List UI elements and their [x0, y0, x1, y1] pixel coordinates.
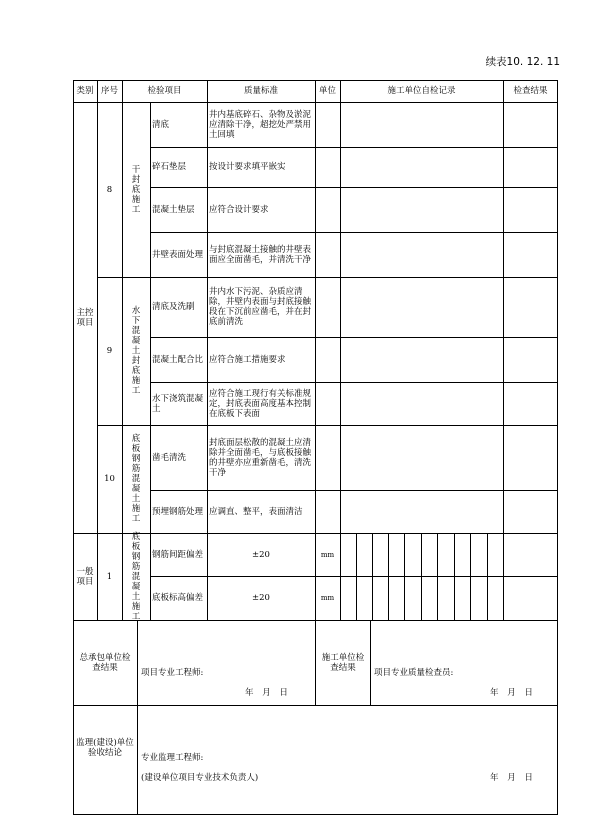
col-divider	[150, 102, 151, 620]
item-label: 钢筋间距偏差	[152, 549, 204, 560]
header-result: 检查结果	[513, 86, 548, 96]
check-cell-divider	[470, 533, 471, 620]
unit-text: mm	[320, 550, 335, 559]
supervision-engineer-label: 专业监理工程师:	[141, 753, 204, 763]
header-item: 检验项目	[147, 86, 182, 96]
check-cell-divider	[487, 533, 488, 620]
item-label: 井壁表面处理	[152, 249, 204, 260]
check-cell-divider	[356, 533, 357, 620]
header-self-check: 施工单位自检记录	[387, 86, 456, 96]
section-divider	[73, 705, 558, 706]
item-label: 清底及洗刷	[152, 302, 195, 312]
owner-representative-label: (建设单位项目专业技术负责人)	[141, 773, 259, 783]
category-general-label: 一般项目	[76, 566, 94, 587]
group-name	[122, 102, 150, 277]
group-name-label: 底板钢筋混凝土施工	[131, 434, 141, 524]
standard-text: 应符合施工现行有关标准规定，封底表面高度基本控制在底板下表面	[209, 388, 312, 419]
signoff-divider	[137, 620, 138, 815]
group-name-label: 干封底施工	[131, 164, 141, 215]
item-label: 碎石垫层	[152, 162, 187, 172]
contractor-engineer-label: 项目专业工程师:	[141, 668, 204, 678]
group-name	[122, 425, 150, 533]
item-label: 底板标高偏差	[152, 593, 204, 603]
group-seq: 1	[106, 571, 113, 582]
group-name-label: 水下混凝土封底施工	[131, 306, 141, 396]
supervision-conclusion-label: 监理(建设)单位验收结论	[76, 737, 134, 758]
signoff-divider	[315, 620, 316, 705]
category-general	[73, 533, 97, 620]
sheet-number: 续表10. 12. 11	[485, 56, 560, 68]
standard-text: 封底面层松散的混凝土应清除并全面凿毛，与底板接触的井壁亦应重新凿毛，清洗干净	[209, 437, 312, 478]
standard-text: 按设计要求填平嵌实	[209, 162, 286, 172]
standard-text: 井内基底碎石、杂物及淤泥应清除干净，超挖处严禁用土回填	[209, 109, 312, 140]
construction-date: 年 月 日	[490, 688, 533, 698]
check-cell-divider	[437, 533, 438, 620]
unit-text: mm	[320, 594, 335, 602]
col-divider	[503, 80, 504, 620]
check-cell-divider	[372, 533, 373, 620]
header-unit: 单位	[318, 86, 336, 96]
standard-text: 应调直、整平，表面清洁	[209, 506, 303, 517]
standard-text: ±20	[252, 549, 270, 560]
group-seq: 9	[106, 346, 113, 356]
col-divider	[340, 80, 341, 620]
header-standard: 质量标准	[243, 86, 278, 96]
group-seq: 10	[104, 474, 115, 484]
category-main-control	[73, 102, 97, 533]
contractor-result-label: 总承包单位检查结果	[79, 652, 131, 673]
check-cell-divider	[454, 533, 455, 620]
construction-result-label: 施工单位检查结果	[321, 652, 365, 673]
category-main-control-label: 主控项目	[76, 307, 94, 328]
item-label: 预埋钢筋处理	[152, 506, 204, 517]
item-label: 混凝土配合比	[152, 354, 204, 365]
group-seq: 8	[106, 184, 113, 195]
check-cell-divider	[421, 533, 422, 620]
standard-text: 应符合设计要求	[209, 204, 269, 215]
check-cell-divider	[388, 533, 389, 620]
standard-text: 与封底混凝土接触的井壁表面应全面凿毛，并清洗干净	[209, 244, 312, 265]
item-label: 混凝土垫层	[152, 204, 195, 215]
group-name	[122, 533, 150, 620]
item-label: 凿毛清洗	[152, 452, 187, 463]
contractor-date: 年 月 日	[245, 688, 288, 698]
group-name-label: 底板钢筋混凝土施工	[131, 531, 141, 622]
standard-text: 应符合施工措施要求	[209, 354, 286, 365]
check-cell-divider	[404, 533, 405, 620]
signoff-divider	[370, 620, 371, 705]
standard-text: 井内水下污泥、杂质应清除，井壁内表面与封底接触段在下沉前应凿毛，并在封底前清洗	[209, 287, 312, 327]
supervision-date: 年 月 日	[490, 773, 533, 783]
qc-inspector-label: 项目专业质量检查员:	[374, 668, 454, 678]
item-label: 水下浇筑混凝土	[152, 393, 204, 414]
group-name	[122, 277, 150, 425]
header-seq: 序号	[100, 86, 118, 96]
item-label: 清底	[152, 119, 170, 130]
standard-text: ±20	[252, 593, 270, 603]
header-category: 类别	[76, 86, 94, 96]
